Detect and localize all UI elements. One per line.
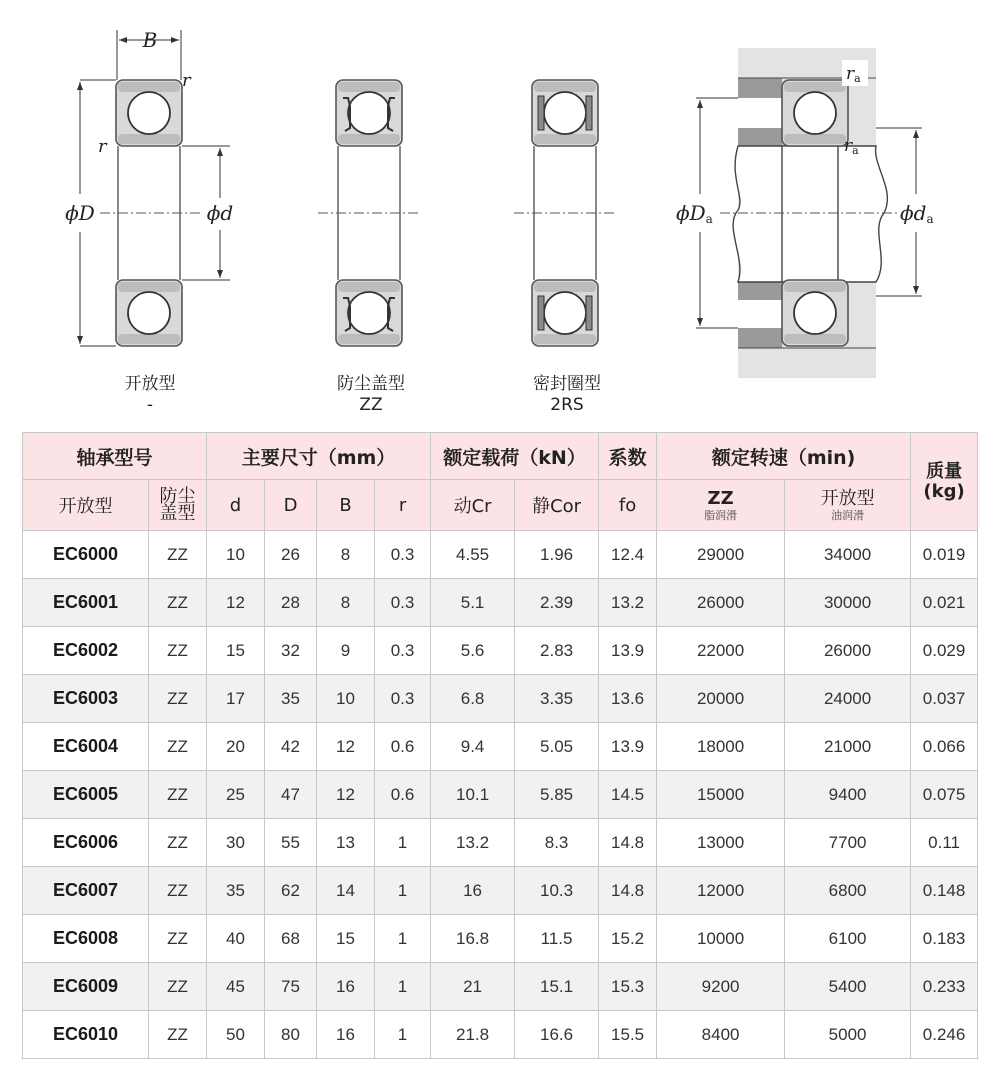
cell-d: 30 — [207, 819, 265, 867]
header-dimensions: 主要尺寸（mm） — [207, 433, 431, 480]
col-dust-line2: 盖型 — [159, 503, 196, 524]
header-coefficient: 系数 — [599, 433, 657, 480]
cell-D: 80 — [265, 1011, 317, 1059]
cell-d: 35 — [207, 867, 265, 915]
cell-model: EC6007 — [23, 867, 149, 915]
cell-B: 12 — [317, 771, 375, 819]
dim-phi-D-label: ϕD — [65, 201, 95, 225]
cell-cr: 10.1 — [431, 771, 515, 819]
cell-B: 15 — [317, 915, 375, 963]
type-name: 开放型 — [124, 374, 176, 394]
cell-D: 47 — [265, 771, 317, 819]
col-speed-zz — [657, 480, 785, 531]
cell-speed-zz: 10000 — [657, 915, 785, 963]
col-B: B — [317, 480, 375, 531]
cell-dust-cover: ZZ — [149, 963, 207, 1011]
type-name: 防尘盖型 — [337, 374, 405, 394]
cell-r: 1 — [375, 1011, 431, 1059]
type-caption-seal — [507, 374, 627, 416]
table-row — [23, 963, 978, 1011]
cell-cor: 1.96 — [515, 531, 599, 579]
cell-model: EC6009 — [23, 963, 149, 1011]
cell-cor: 3.35 — [515, 675, 599, 723]
cell-d: 20 — [207, 723, 265, 771]
cell-D: 32 — [265, 627, 317, 675]
cell-cor: 8.3 — [515, 819, 599, 867]
cell-cr: 21 — [431, 963, 515, 1011]
cell-model: EC6006 — [23, 819, 149, 867]
cell-mass: 0.037 — [911, 675, 978, 723]
table-row — [23, 867, 978, 915]
type-code: ZZ — [359, 395, 383, 415]
cell-cr: 16 — [431, 867, 515, 915]
cell-dust-cover: ZZ — [149, 819, 207, 867]
cell-mass: 0.246 — [911, 1011, 978, 1059]
header-rated-speed: 额定转速（min) — [657, 433, 911, 480]
cell-cr: 5.1 — [431, 579, 515, 627]
mounting-diagram — [676, 48, 934, 378]
cell-mass: 0.075 — [911, 771, 978, 819]
cell-speed-zz: 20000 — [657, 675, 785, 723]
cell-speed-open: 9400 — [785, 771, 911, 819]
cell-speed-zz: 26000 — [657, 579, 785, 627]
cell-mass: 0.148 — [911, 867, 978, 915]
cell-speed-zz: 13000 — [657, 819, 785, 867]
type-name: 密封圈型 — [533, 374, 601, 394]
cell-r: 0.3 — [375, 675, 431, 723]
cell-r: 0.6 — [375, 723, 431, 771]
cell-cor: 15.1 — [515, 963, 599, 1011]
cell-r: 0.3 — [375, 531, 431, 579]
cell-dust-cover: ZZ — [149, 675, 207, 723]
table-row — [23, 531, 978, 579]
header-rated-load: 额定载荷（kN） — [431, 433, 599, 480]
col-speed-open-main: 开放型 — [820, 487, 875, 509]
cell-model: EC6002 — [23, 627, 149, 675]
cell-speed-open: 26000 — [785, 627, 911, 675]
cell-D: 42 — [265, 723, 317, 771]
cell-fo: 15.3 — [599, 963, 657, 1011]
cell-model: EC6010 — [23, 1011, 149, 1059]
cell-speed-zz: 18000 — [657, 723, 785, 771]
shielded-bearing-drawing — [318, 80, 420, 346]
cell-speed-open: 24000 — [785, 675, 911, 723]
cell-speed-zz: 15000 — [657, 771, 785, 819]
dim-r-left-label: r — [98, 136, 107, 157]
cell-model: EC6000 — [23, 531, 149, 579]
cell-fo: 13.6 — [599, 675, 657, 723]
cell-d: 40 — [207, 915, 265, 963]
cell-model: EC6003 — [23, 675, 149, 723]
cell-fo: 13.9 — [599, 723, 657, 771]
cell-model: EC6001 — [23, 579, 149, 627]
cell-d: 17 — [207, 675, 265, 723]
col-r: r — [375, 480, 431, 531]
cell-cor: 11.5 — [515, 915, 599, 963]
cell-cor: 2.39 — [515, 579, 599, 627]
cell-cr: 6.8 — [431, 675, 515, 723]
table-row — [23, 675, 978, 723]
cell-mass: 0.11 — [911, 819, 978, 867]
cell-B: 14 — [317, 867, 375, 915]
cell-dust-cover: ZZ — [149, 579, 207, 627]
col-d: d — [207, 480, 265, 531]
cell-D: 28 — [265, 579, 317, 627]
cell-fo: 14.8 — [599, 819, 657, 867]
header-model: 轴承型号 — [23, 433, 207, 480]
cell-cr: 5.6 — [431, 627, 515, 675]
cell-dust-cover: ZZ — [149, 723, 207, 771]
cell-cor: 10.3 — [515, 867, 599, 915]
cell-speed-open: 34000 — [785, 531, 911, 579]
cell-speed-zz: 29000 — [657, 531, 785, 579]
cell-dust-cover: ZZ — [149, 531, 207, 579]
cell-B: 8 — [317, 531, 375, 579]
cell-mass: 0.029 — [911, 627, 978, 675]
cell-cr: 4.55 — [431, 531, 515, 579]
cell-mass: 0.021 — [911, 579, 978, 627]
cell-speed-open: 6100 — [785, 915, 911, 963]
cell-dust-cover: ZZ — [149, 771, 207, 819]
col-dust-line1: 防尘 — [159, 486, 196, 507]
cell-B: 8 — [317, 579, 375, 627]
type-code: - — [146, 395, 154, 415]
type-caption-open — [100, 374, 200, 416]
table-row — [23, 819, 978, 867]
col-open-type: 开放型 — [23, 480, 149, 531]
cell-mass: 0.183 — [911, 915, 978, 963]
cell-fo: 14.8 — [599, 867, 657, 915]
cell-r: 1 — [375, 819, 431, 867]
cell-r: 0.3 — [375, 627, 431, 675]
cell-speed-open: 6800 — [785, 867, 911, 915]
col-speed-zz-main: ZZ — [707, 487, 734, 509]
mass-unit: (kg) — [923, 480, 965, 502]
cell-cr: 9.4 — [431, 723, 515, 771]
cell-speed-open: 21000 — [785, 723, 911, 771]
cell-fo: 13.2 — [599, 579, 657, 627]
cell-D: 26 — [265, 531, 317, 579]
cell-d: 10 — [207, 531, 265, 579]
sealed-bearing-drawing — [514, 80, 616, 346]
cell-D: 62 — [265, 867, 317, 915]
cell-fo: 14.5 — [599, 771, 657, 819]
cell-d: 12 — [207, 579, 265, 627]
table-row — [23, 915, 978, 963]
ra-top-label: ra — [846, 64, 861, 85]
table-row — [23, 771, 978, 819]
cell-D: 75 — [265, 963, 317, 1011]
cell-speed-open: 5000 — [785, 1011, 911, 1059]
dim-r-top-label: r — [182, 70, 191, 91]
cell-speed-open: 7700 — [785, 819, 911, 867]
cell-fo: 12.4 — [599, 531, 657, 579]
cell-r: 1 — [375, 867, 431, 915]
cell-speed-open: 30000 — [785, 579, 911, 627]
dim-B-label: B — [142, 28, 158, 52]
bearing-spec-table — [22, 432, 978, 1059]
cell-speed-zz: 8400 — [657, 1011, 785, 1059]
type-code: 2RS — [550, 395, 584, 415]
cell-dust-cover: ZZ — [149, 627, 207, 675]
col-dust-cover — [149, 480, 207, 531]
cell-cr: 13.2 — [431, 819, 515, 867]
col-D: D — [265, 480, 317, 531]
cell-cr: 16.8 — [431, 915, 515, 963]
cell-cor: 2.83 — [515, 627, 599, 675]
cell-fo: 13.9 — [599, 627, 657, 675]
cell-fo: 15.5 — [599, 1011, 657, 1059]
cell-cr: 21.8 — [431, 1011, 515, 1059]
ra-mid-label: ra — [844, 136, 859, 157]
cell-D: 35 — [265, 675, 317, 723]
dim-phi-d-label: ϕd — [206, 201, 234, 225]
table-row — [23, 579, 978, 627]
cell-B: 16 — [317, 963, 375, 1011]
col-static-cor: 静Cor — [515, 480, 599, 531]
col-speed-open — [785, 480, 911, 531]
cell-cor: 16.6 — [515, 1011, 599, 1059]
table-row — [23, 627, 978, 675]
cell-r: 1 — [375, 915, 431, 963]
header-mass — [911, 433, 978, 531]
cell-cor: 5.85 — [515, 771, 599, 819]
dim-phi-Da-label: ϕDa — [676, 201, 713, 226]
cell-model: EC6004 — [23, 723, 149, 771]
cell-mass: 0.019 — [911, 531, 978, 579]
cell-D: 68 — [265, 915, 317, 963]
cell-speed-open: 5400 — [785, 963, 911, 1011]
cell-r: 0.3 — [375, 579, 431, 627]
col-fo: fo — [599, 480, 657, 531]
cell-mass: 0.233 — [911, 963, 978, 1011]
cell-B: 13 — [317, 819, 375, 867]
cell-d: 45 — [207, 963, 265, 1011]
cell-B: 16 — [317, 1011, 375, 1059]
cell-speed-zz: 22000 — [657, 627, 785, 675]
cell-fo: 15.2 — [599, 915, 657, 963]
type-caption-shield — [311, 374, 431, 416]
table-row — [23, 723, 978, 771]
cell-speed-zz: 9200 — [657, 963, 785, 1011]
cell-model: EC6005 — [23, 771, 149, 819]
cell-dust-cover: ZZ — [149, 867, 207, 915]
cell-model: EC6008 — [23, 915, 149, 963]
mass-label: 质量 — [926, 460, 963, 482]
cell-dust-cover: ZZ — [149, 1011, 207, 1059]
cell-B: 12 — [317, 723, 375, 771]
cell-r: 1 — [375, 963, 431, 1011]
bearing-diagrams — [0, 0, 1000, 430]
col-dynamic-cr: 动Cr — [431, 480, 515, 531]
cell-B: 10 — [317, 675, 375, 723]
cell-cor: 5.05 — [515, 723, 599, 771]
cell-d: 15 — [207, 627, 265, 675]
cell-d: 50 — [207, 1011, 265, 1059]
cell-D: 55 — [265, 819, 317, 867]
table-row — [23, 1011, 978, 1059]
cell-speed-zz: 12000 — [657, 867, 785, 915]
col-speed-open-sub: 油润滑 — [831, 508, 865, 522]
col-speed-zz-sub: 脂润滑 — [704, 508, 738, 522]
cell-mass: 0.066 — [911, 723, 978, 771]
cell-dust-cover: ZZ — [149, 915, 207, 963]
dim-phi-da-label: ϕda — [900, 201, 934, 226]
cell-r: 0.6 — [375, 771, 431, 819]
cell-d: 25 — [207, 771, 265, 819]
open-bearing-drawing — [65, 28, 233, 346]
cell-B: 9 — [317, 627, 375, 675]
